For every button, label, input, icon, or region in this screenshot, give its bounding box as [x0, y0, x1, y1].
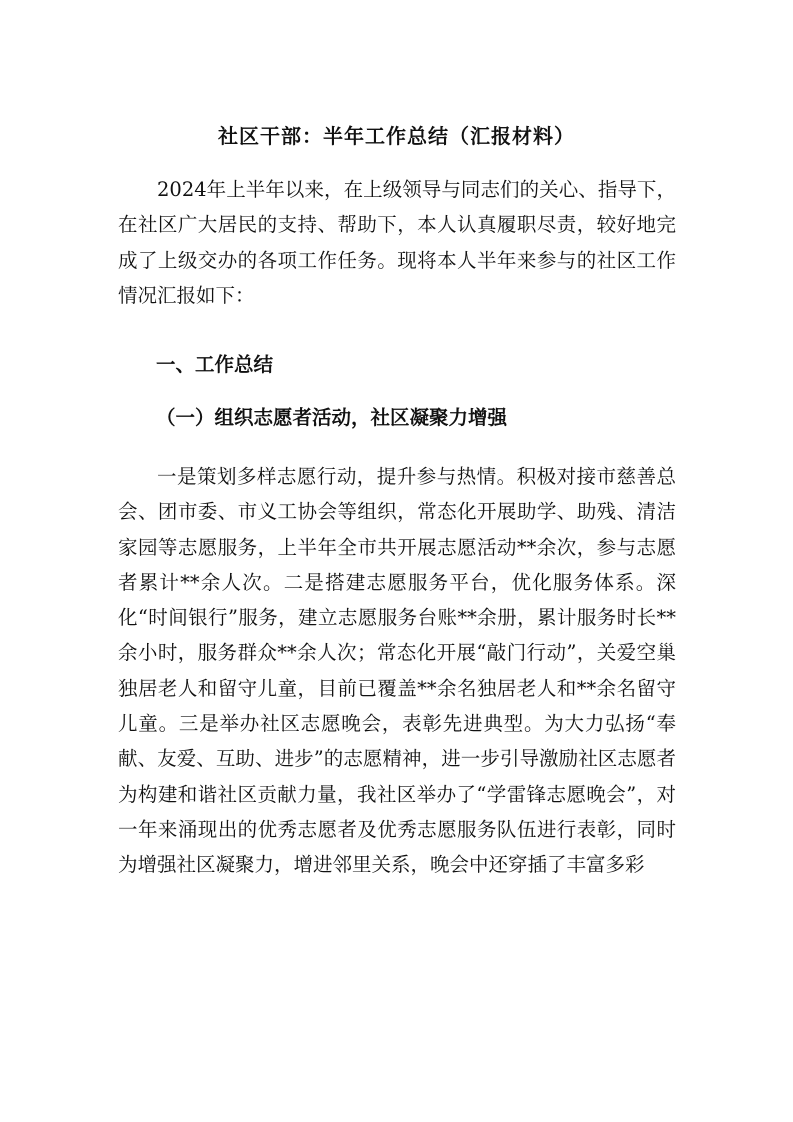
document-title: 社区干部：半年工作总结（汇报材料） — [218, 124, 575, 148]
section-heading: 一、工作总结 — [156, 353, 274, 376]
body-paragraph: 一是策划多样志愿行动，提升参与热情。积极对接市慈善总会、团市委、市义工协会等组织，常态化开展助学、助残、清洁家园等志愿服务，上半年全市共开展志愿活动**余次，参与志愿者累计**余人次。二是搭建志愿服务平台，优化服务体系。深化“时间银行”服务，建立志愿服务台账**余册，累计服务时长**余小时，服务群众**余人次；常态化开展“敲门行动”，关爱空巢独居老人和留守儿童，目前已覆盖**余名独居老人和**余名留守儿童。三是举办社区志愿晚会，表彰先进典型。为大力弘扬“奉献、友爱、互助、进步”的志愿精神，进一步引导激励社区志愿者为构建和谐社区贡献力量，我社区举办了“学雷锋志愿晚会”，对一年来涌现出的优秀志愿者及优秀志愿服务队伍进行表彰，同时为增强社区凝聚力，增进邻里关系，晚会中还穿插了丰富多彩 — [118, 465, 676, 877]
subsection-heading: （一）组织志愿者活动，社区凝聚力增强 — [156, 406, 508, 429]
intro-paragraph: 2024年上半年以来，在上级领导与同志们的关心、指导下，在社区广大居民的支持、帮助下，本人认真履职尽责，较好地完成了上级交办的各项工作任务。现将本人半年来参与的社区工作情况汇报如下： — [118, 178, 676, 307]
